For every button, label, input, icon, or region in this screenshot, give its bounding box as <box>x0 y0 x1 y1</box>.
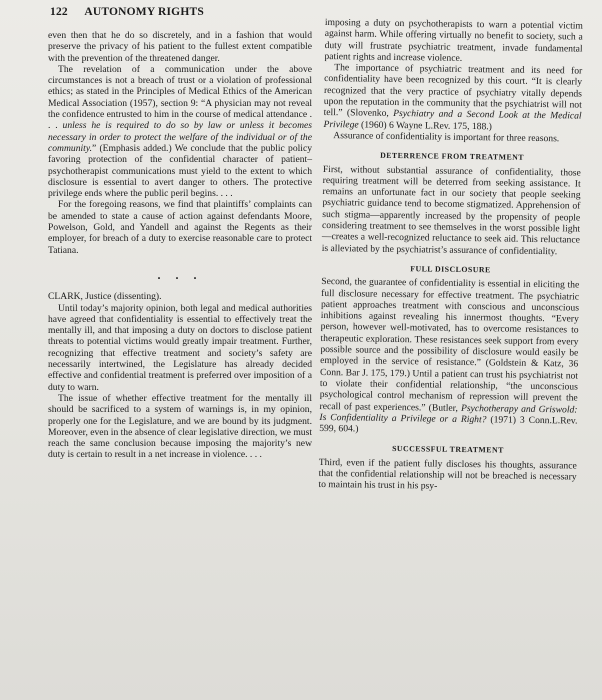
page-number: 122 <box>50 6 68 18</box>
running-header <box>50 6 204 18</box>
text-run: ” (Emphasis added.) We conclude that the public policy favoring protection of the confidential character of patient–psychotherapist communications must yield to the extent to which disclosure is essential to avert danger to others. The protective privilege ends where the public peril begins. . . . <box>48 142 312 200</box>
text-run: The importance of psychiatric treatment and its need for confidentiality have been recognized by this court. “It is clearly recognized that the very practice of psychiatry vitally depends upon the reputation in the community that the psychiatrist will not tell.” (Slovenko, <box>323 62 583 120</box>
text-run: (1960) 6 Wayne L.Rev. 175, 188.) <box>358 119 492 133</box>
section-heading: FULL DISCLOSURE <box>410 264 491 275</box>
paragraph: Until today’s majority opinion, both legal and medical authorities have agreed that confidentiality is essential to effectively treat the mentally ill, and that imposing a duty on doctors to disclose patient threats to potential victims would greatly impair treatment. Further, recognizing that effective treatment and society’s safety are necessarily intertwined, the Legislature has already decided effective and confidential treatment is preferred over imposition of a duty to warn. <box>48 302 312 393</box>
paragraph: The issue of whether effective treatment for the mentally ill should be sacrificed to a system of warnings is, in my opinion, properly one for the Legislature, and we are bound by its judgment. Moreover, even in the absence of clear legislative direction, we must reach the same conclusion because imposing the majority’s new duty is certain to result in a net increase in violence. . . . <box>48 392 312 461</box>
paragraph <box>48 64 312 200</box>
text-run: Second, the guarantee of confidentiality is essential in eliciting the full disclosure necessary for effective treatment. The psychiatric patient approaches treatment with conscious and unconscious inhibitions against revealing his innermost thoughts. “Every person, however well-motivated, has to overcome resistances to therapeutic exploration. These resistances seek support from every possible source and the possibility of disclosure would easily be employed in the service of resistance.” (Goldstein & Katz, 36 Conn. Bar J. 175, 179.) Until a patient can trust his psychiatrist not to violate their confidential relationship, “the unconscious psychological control mechanism of repression will prevent the recall of past experiences.” (Butler, <box>319 276 580 414</box>
text-run: The revelation of a communication under the above circumstances is not a breach of trust or a violation of professional ethics; as stated in the Principles of Medical Ethics of the American Medical Association (1957), section 9: “A physician may not reveal the confidence entrusted to him in the course of medical attendance . . . <box>48 63 312 132</box>
paragraph: First, without substantial assurance of confidentiality, those requiring treatment will be deterred from seeking assistance. It remains an unfortunate fact in our society that people seeking psychiatric guidance tend to become stigmatized. Apprehension of such stigma—apparently increased by the propensity of people considering treatment to see themselves in the worst possible light—creates a well-recognized reluctance to seek aid. This reluctance is alleviated by the psychiatrist’s assurance of confidentiality. <box>321 163 581 257</box>
running-title: AUTONOMY RIGHTS <box>84 6 204 18</box>
ellipsis-separator: . . . <box>157 267 203 282</box>
paragraph: Assurance of confidentiality is important for three reasons. <box>333 130 560 145</box>
paragraph <box>323 62 582 133</box>
right-column <box>318 17 583 494</box>
paragraph: For the foregoing reasons, we find that plaintiffs’ complaints can be amended to state a cause of action against defendants Moore, Powelson, Gold, and Yandell and against the Regents as their employer, for breach of a duty to exercise reasonable care to protect Tatiana. <box>48 199 312 256</box>
citation-title: Psychiatry and a Second Look at the Medical Privilege <box>323 108 582 131</box>
section-heading: SUCCESSFUL TREATMENT <box>392 444 504 455</box>
text-run: (1971) 3 Conn.L.Rev. 599, 604.) <box>319 414 578 435</box>
paragraph: even then that he do so discretely, and in a fashion that would preserve the privacy of his patient to the fullest extent compatible with the prevention of the threatened danger. <box>48 30 312 64</box>
dissent-heading: CLARK, Justice (dissenting). <box>48 291 162 303</box>
paragraph: imposing a duty on psychotherapists to warn a potential victim against harm. While offering virtually no benefit to society, such a duty will frustrate psychiatric treatment, invade fundamental patient rights and increase violence. <box>324 17 583 64</box>
section-heading: DETERRENCE FROM TREATMENT <box>380 151 525 163</box>
paragraph: Third, even if the patient fully discloses his thoughts, assurance that the confidential relationship will not be breached is necessary to maintain his trust in his psy- <box>318 456 577 492</box>
citation-title: Psychotherapy and Griswold: Is Confidentiality a Privilege or a Right? <box>319 402 578 426</box>
left-column <box>48 30 312 461</box>
paragraph <box>319 276 579 438</box>
emphasis-text: unless he is required to do so by law or unless it becomes necessary in order to protect the welfare of the individual or of the community. <box>48 120 313 154</box>
